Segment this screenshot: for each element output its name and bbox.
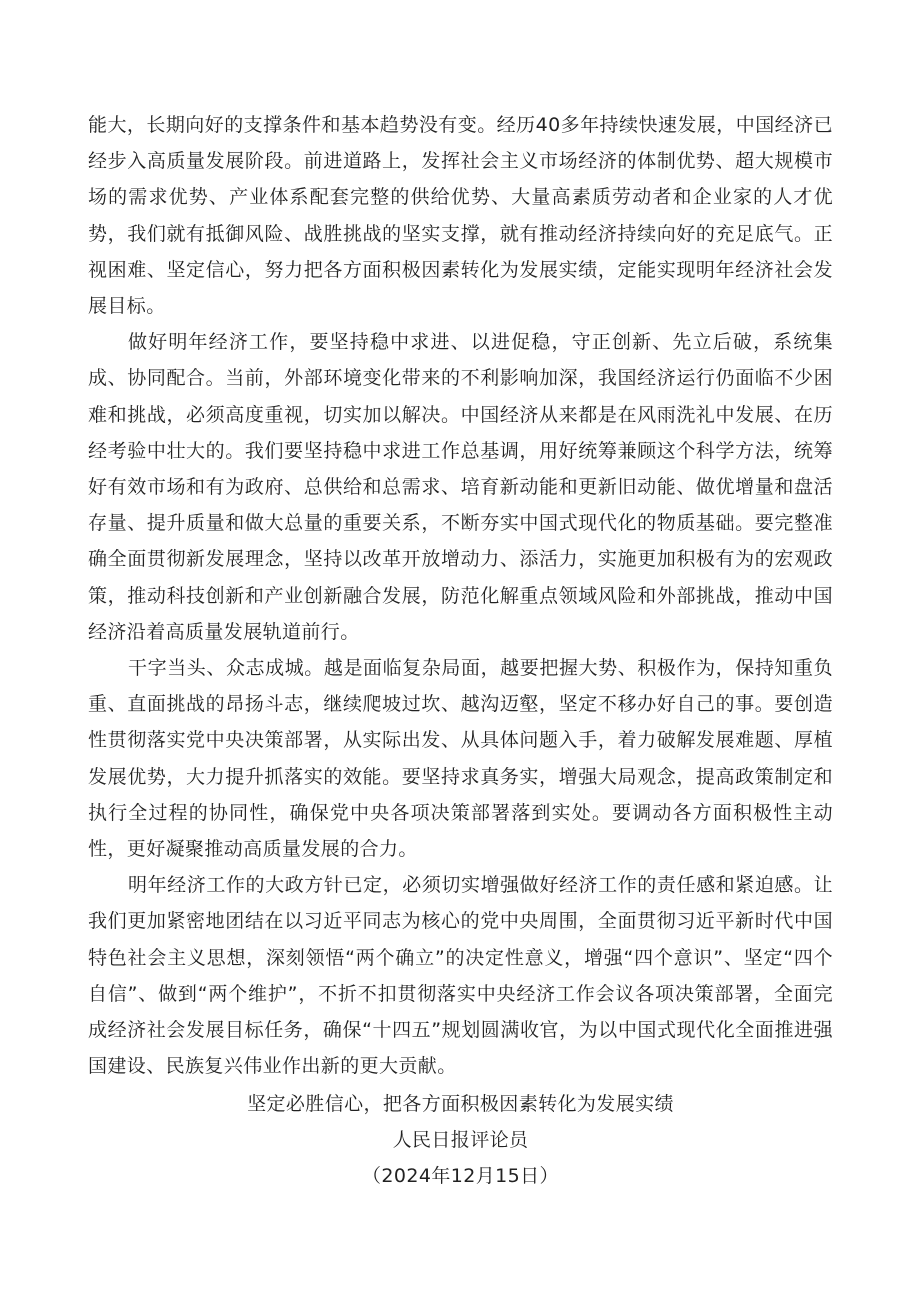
article-date: （2024年12月15日） (362, 1165, 559, 1188)
paragraph-continuation: 能大，长期向好的支撑条件和基本趋势没有变。经历40多年持续快速发展，中国经济已经步入高质量发展阶段。前进道路上，发挥社会主义市场经济的体制优势、超大规模市场的需求优势、产业体系配套完整的供给优势、大量高素质劳动者和企业家的人才优势，我们就有抵御风险、战胜挑战的坚实支撑，就有推动经济持续向好的充足底气。正视困难、坚定信心，努力把各方面积极因素转化为发展实绩，定能实现明年经济社会发展目标。 (88, 114, 833, 318)
article-author: 人民日报评论员 (392, 1129, 529, 1152)
article-title: 坚定必胜信心，把各方面积极因素转化为发展实绩 (247, 1093, 674, 1116)
paragraph-conclusion: 明年经济工作的大政方针已定，必须切实增强做好经济工作的责任感和紧迫感。让我们更加紧密地团结在以习近平同志为核心的党中央周围，全面贯彻习近平新时代中国特色社会主义思想，深刻领悟“两个确立”的决定性意义，增强“四个意识”、坚定“四个自信”、做到“两个维护”，不折不扣贯彻落实中央经济工作会议各项决策部署，全面完成经济社会发展目标任务，确保“十四五”规划圆满收官，为以中国式现代化全面推进强国建设、民族复兴伟业作出新的更大贡献。 (88, 874, 833, 1078)
article-footer (88, 1086, 833, 1194)
paragraph-united-effort: 干字当头、众志成城。越是面临复杂局面，越要把握大势、积极作为，保持知重负重、直面挑战的昂扬斗志，继续爬坡过坎、越沟迈壑，坚定不移办好自己的事。要创造性贯彻落实党中央决策部署，从实际出发、从具体问题入手，着力破解发展难题、厚植发展优势，大力提升抓落实的效能。要坚持求真务实，增强大局观念，提高政策制定和执行全过程的协同性，确保党中央各项决策部署落到实处。要调动各方面积极性主动性，更好凝聚推动高质量发展的合力。 (88, 657, 833, 861)
document-page (88, 107, 833, 1194)
paragraph-economic-work: 做好明年经济工作，要坚持稳中求进、以进促稳，守正创新、先立后破，系统集成、协同配合。当前，外部环境变化带来的不利影响加深，我国经济运行仍面临不少困难和挑战，必须高度重视，切实加以解决。中国经济从来都是在风雨洗礼中发展、在历经考验中壮大的。我们要坚持稳中求进工作总基调，用好统筹兼顾这个科学方法，统筹好有效市场和有为政府、总供给和总需求、培育新动能和更新旧动能、做优增量和盘活存量、提升质量和做大总量的重要关系，不断夯实中国式现代化的物质基础。要完整准确全面贯彻新发展理念，坚持以改革开放增动力、添活力，实施更加积极有为的宏观政策，推动科技创新和产业创新融合发展，防范化解重点领域风险和外部挑战，推动中国经济沿着高质量发展轨道前行。 (88, 331, 833, 643)
